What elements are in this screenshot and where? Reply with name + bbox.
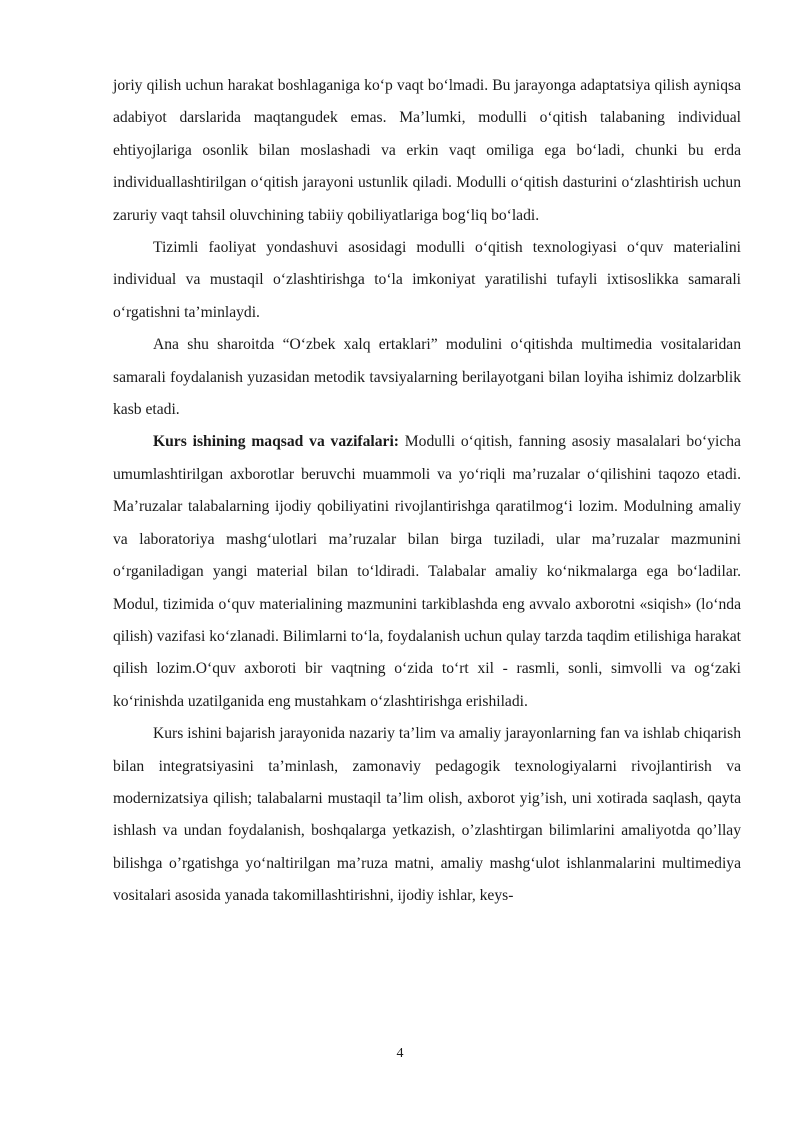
page-number: 4 — [396, 1046, 404, 1061]
paragraph-relevance: Ana shu sharoitda “Oʻzbek xalq ertaklari” modulini oʻqitishda multimedia vositalaridan samarali foydalanish yuzasidan metodik tavsiyalarning berilayotgani bilan loyiha ishimiz dolzarblik kasb etadi. — [113, 336, 741, 419]
goals-heading: Kurs ishining maqsad va vazifalari: — [153, 433, 399, 451]
paragraph-goals — [113, 426, 741, 718]
paragraph-systemic-approach: Tizimli faoliyat yondashuvi asosidagi modulli oʻqitish texnologiyasi oʻquv materialini individual va mustaqil oʻzlashtirishga toʻla imkoniyat yaratilishi tufayli ixtisoslikka samarali oʻrgatishni taʼminlaydi. — [113, 239, 741, 321]
goals-text: Modulli oʻqitish, fanning asosiy masalalari boʻyicha umumlashtirilgan axborotlar beruvchi muammoli va yoʻriqli maʼruzalar oʻqilishini taqozo etadi. Maʼruzalar talabalarning ijodiy qobiliyatini rivojlantirishga qaratilmogʻi lozim. Modulning amaliy va laboratoriya mashgʻulotlari maʼruzalar bilan birga tuziladi, ular maʼruzalar mazmunini oʻrganiladigan yangi material bilan toʻldiradi. Talabalar amaliy koʻnikmalarga ega boʻladilar. Modul, tizimida oʻquv materialining mazmunini tarkiblashda eng avvalo axborotni «siqish» (loʻnda qilish) vazifasi koʻzlanadi. Bilimlarni toʻla, foydalanish uchun qulay tarzda taqdim etilishiga harakat qilish lozim.Oʻquv axboroti bir vaqtning oʻzida toʻrt xil - rasmli, sonli, simvolli va ogʻzaki koʻrinishda uzatilganida eng mustahkam oʻzlashtirishga erishiladi. — [113, 433, 741, 710]
paragraph-continuation: joriy qilish uchun harakat boshlaganiga koʻp vaqt boʻlmadi. Bu jarayonga adaptatsiya qilish ayniqsa adabiyot darslarida maqtangudek emas. Maʼlumki, modulli oʻqitish talabaning individual ehtiyojlariga osonlik bilan moslashadi va erkin vaqt omiliga ega boʻladi, chunki bu erda individuallashtirilgan oʻqitish jarayoni ustunlik qiladi. Modulli oʻqitish dasturini oʻzlashtirish uchun zaruriy vaqt tahsil oluvchining tabiiy qobiliyatlariga bogʻliq boʻladi. — [113, 77, 741, 224]
paragraph-course-work: Kurs ishini bajarish jarayonida nazariy taʼlim va amaliy jarayonlarning fan va ishlab chiqarish bilan integratsiyasini taʼminlash, zamonaviy pedagogik texnologiyalarni rivojlantirish va modernizatsiya qilish; talabalarni mustaqil taʼlim olish, axborot yig’ish, uni xotirada saqlash, qayta ishlash va undan foydalanish, boshqalarga yetkazish, o’zlashtirgan bilimlarini amaliyotda qo’llay bilishga o’rgatishga yoʻnaltirilgan maʼruza matni, amaliy mashgʻulot ishlanmalarini multimediya vositalari asosida yanada takomillashtirishni, ijodiy ishlar, keys- — [113, 725, 741, 905]
document-page — [113, 70, 741, 913]
